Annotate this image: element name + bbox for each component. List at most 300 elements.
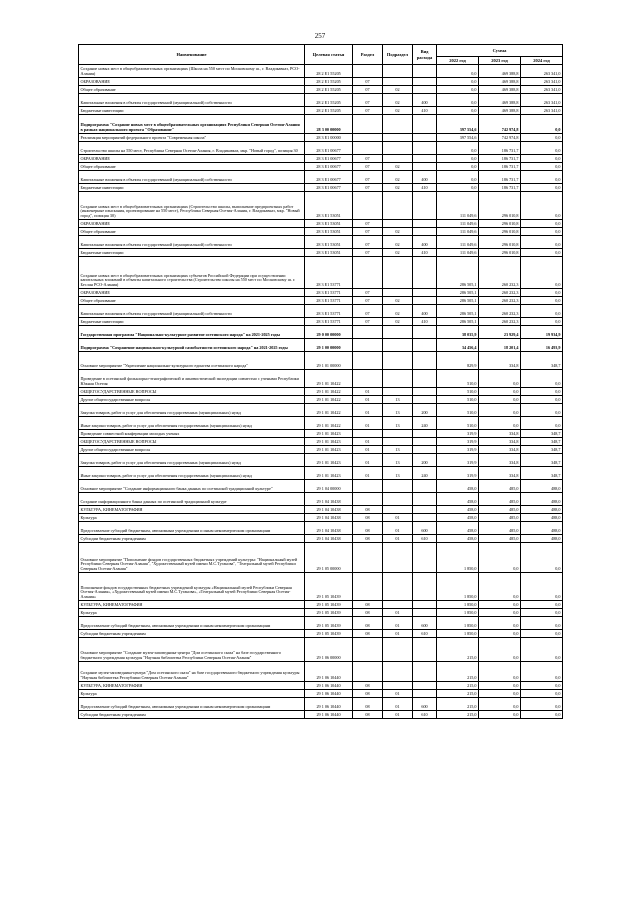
table-body	[79, 65, 563, 719]
row-target: 28 3 00 00000	[305, 115, 353, 134]
row-target: 28 3 E1 53051	[305, 220, 353, 228]
row-name: Бюджетные инвестиции	[79, 107, 305, 115]
row-section: 01	[353, 417, 383, 430]
row-exp-type	[413, 163, 437, 171]
row-sum-2024: 348,7	[521, 467, 563, 480]
row-target: 29 1 05 10439	[305, 609, 353, 617]
row-name: Иные закупки товаров, работ и услуг для обеспечения государственных (муниципальных) нужд	[79, 467, 305, 480]
row-subsection: 13	[383, 417, 413, 430]
row-name: Основное мероприятие "Создание музея-заповедника-центра "Дом осетинского сказа" на базе государственного бюджетного учреждения культуры "Научная библиотека Республики Северная Осетия-Алания"	[79, 638, 305, 662]
row-section: 07	[353, 94, 383, 107]
row-sum-2023: 0,0	[479, 698, 521, 711]
row-name: Предоставление субсидий бюджетным, автономным учреждениям и иным некоммерческим организациям	[79, 522, 305, 535]
row-sum-2024: 0,0	[521, 682, 563, 690]
row-sum-2023: 0,0	[479, 404, 521, 417]
row-section: 07	[353, 289, 383, 297]
row-section	[353, 134, 383, 142]
row-sum-2023: 186 731,7	[479, 142, 521, 155]
row-section: 01	[353, 404, 383, 417]
row-exp-type	[413, 438, 437, 446]
row-name: ОБЩЕГОСУДАРСТВЕННЫЕ ВОПРОСЫ	[79, 388, 305, 396]
table-row	[79, 522, 563, 535]
table-row	[79, 573, 563, 601]
row-sum-2022: 215,0	[437, 662, 479, 682]
row-name: Бюджетные инвестиции	[79, 184, 305, 192]
row-exp-type	[413, 543, 437, 573]
row-exp-type	[413, 514, 437, 522]
row-sum-2022: 829,9	[437, 352, 479, 370]
row-section: 07	[353, 228, 383, 236]
row-sum-2022: 286 505,1	[437, 257, 479, 289]
row-name: Создание новых мест в общеобразовательных организациях субъектов Российской Федерации при осуществлении капитальных вложений в объекты капитального строительства (Строительство школы на 550 мест по Московскому ш. г. Беслан РСО-Алания)	[79, 257, 305, 289]
row-subsection	[383, 142, 413, 155]
row-name: Подпрограмма "Сохранение национально-культурной самобытности осетинского народа" на 2021-2025 годы	[79, 339, 305, 352]
row-sum-2024: 263 341,0	[521, 86, 563, 94]
row-section: 07	[353, 78, 383, 86]
row-target: 28 3 E1 53771	[305, 289, 353, 297]
row-name: Создание информационного банка данных по осетинской традиционной культуре	[79, 493, 305, 506]
row-exp-type: 600	[413, 617, 437, 630]
row-target: 29 1 05 00000	[305, 543, 353, 573]
row-subsection	[383, 155, 413, 163]
row-subsection: 13	[383, 404, 413, 417]
row-target: 28 3 E1 00677	[305, 171, 353, 184]
row-target: 28 2 E1 55205	[305, 86, 353, 94]
table-row	[79, 352, 563, 370]
table-row	[79, 609, 563, 617]
row-sum-2022: 0,0	[437, 107, 479, 115]
header-sum: Сумма	[437, 45, 563, 57]
table-row	[79, 430, 563, 438]
row-subsection	[383, 543, 413, 573]
table-row	[79, 480, 563, 493]
row-name: Другие общегосударственные вопросы	[79, 396, 305, 404]
row-name: Основное мероприятие "Пополнение фондов государственных бюджетных учреждений культуры: "Национальный музей Республики Северная Осетия-Алания", "Художественный музей имени М.С.Туганова", "Театральный музей Республики Северная Осетия-Алания"	[79, 543, 305, 573]
row-sum-2024: 0,0	[521, 617, 563, 630]
row-sum-2024: 0,0	[521, 228, 563, 236]
table-row	[79, 438, 563, 446]
row-section	[353, 430, 383, 438]
row-name: Капитальные вложения в объекты государственной (муниципальной) собственности	[79, 171, 305, 184]
table-row	[79, 107, 563, 115]
row-name: Закупка товаров, работ и услуг для обеспечения государственных (муниципальных) нужд	[79, 454, 305, 467]
row-section: 08	[353, 698, 383, 711]
row-subsection	[383, 493, 413, 506]
row-sum-2022: 111 049,6	[437, 228, 479, 236]
table-row	[79, 155, 563, 163]
row-sum-2024: 263 341,0	[521, 107, 563, 115]
row-subsection: 02	[383, 228, 413, 236]
row-subsection: 01	[383, 630, 413, 638]
row-section: 01	[353, 396, 383, 404]
row-section: 07	[353, 86, 383, 94]
row-exp-type	[413, 220, 437, 228]
row-sum-2023: 296 010,8	[479, 236, 521, 249]
row-subsection: 01	[383, 698, 413, 711]
row-sum-2023: 469 388,8	[479, 107, 521, 115]
row-subsection	[383, 339, 413, 352]
row-sum-2023: 260 232,3	[479, 289, 521, 297]
row-subsection	[383, 480, 413, 493]
row-exp-type: 400	[413, 94, 437, 107]
row-sum-2023: 334,8	[479, 446, 521, 454]
row-name: Создание новых мест в общеобразовательных организациях (Школа на 550 мест по Московскому ш., г. Владикавказ, РСО-Алания)	[79, 65, 305, 78]
row-exp-type	[413, 662, 437, 682]
table-row	[79, 134, 563, 142]
row-sum-2022: 111 049,6	[437, 249, 479, 257]
row-section: 08	[353, 601, 383, 609]
row-sum-2024: 0,0	[521, 257, 563, 289]
row-name: Культура	[79, 690, 305, 698]
row-subsection: 02	[383, 107, 413, 115]
table-row	[79, 506, 563, 514]
row-sum-2023: 260 232,3	[479, 257, 521, 289]
row-exp-type: 600	[413, 698, 437, 711]
row-sum-2023: 0,0	[479, 370, 521, 388]
row-sum-2023: 334,8	[479, 467, 521, 480]
row-name: Субсидии бюджетным учреждениям	[79, 711, 305, 719]
table-row	[79, 228, 563, 236]
row-section	[353, 326, 383, 339]
row-name: Предоставление субсидий бюджетным, автономным учреждениям и иным некоммерческим организациям	[79, 698, 305, 711]
row-subsection: 01	[383, 617, 413, 630]
row-exp-type	[413, 480, 437, 493]
row-sum-2024: 0,0	[521, 249, 563, 257]
row-exp-type	[413, 289, 437, 297]
row-target: 29 1 01 10422	[305, 404, 353, 417]
row-subsection: 02	[383, 305, 413, 318]
table-row	[79, 543, 563, 573]
row-target: 29 1 01 10423	[305, 454, 353, 467]
table-row	[79, 305, 563, 318]
row-sum-2022: 215,0	[437, 682, 479, 690]
row-sum-2022: 510,0	[437, 388, 479, 396]
row-sum-2023: 296 010,8	[479, 220, 521, 228]
row-sum-2023: 186 731,7	[479, 155, 521, 163]
row-subsection: 02	[383, 94, 413, 107]
row-exp-type: 200	[413, 454, 437, 467]
row-subsection	[383, 662, 413, 682]
table-row	[79, 638, 563, 662]
row-name: КУЛЬТУРА, КИНЕМАТОГРАФИЯ	[79, 682, 305, 690]
row-exp-type	[413, 115, 437, 134]
row-name: Предоставление субсидий бюджетным, автономным учреждениям и иным некоммерческим организациям	[79, 617, 305, 630]
row-sum-2024: 263 341,0	[521, 65, 563, 78]
row-sum-2024: 488,0	[521, 522, 563, 535]
budget-table	[78, 44, 563, 719]
row-target: 29 1 04 10438	[305, 535, 353, 543]
row-exp-type	[413, 134, 437, 142]
row-exp-type: 410	[413, 249, 437, 257]
row-sum-2022: 38 035,9	[437, 326, 479, 339]
row-subsection: 01	[383, 514, 413, 522]
row-sum-2024: 0,0	[521, 573, 563, 601]
row-sum-2024: 488,0	[521, 535, 563, 543]
row-sum-2022: 458,0	[437, 506, 479, 514]
row-section: 08	[353, 609, 383, 617]
row-section: 01	[353, 388, 383, 396]
row-section: 07	[353, 163, 383, 171]
row-subsection	[383, 289, 413, 297]
row-sum-2024: 0,0	[521, 662, 563, 682]
row-subsection: 02	[383, 86, 413, 94]
row-sum-2022: 111 049,6	[437, 192, 479, 220]
row-sum-2022: 458,0	[437, 480, 479, 493]
table-row	[79, 454, 563, 467]
row-subsection	[383, 638, 413, 662]
row-target: 28 3 E1 00677	[305, 155, 353, 163]
row-target: 29 1 06 10440	[305, 682, 353, 690]
row-section	[353, 115, 383, 134]
row-name: ОБРАЗОВАНИЕ	[79, 289, 305, 297]
row-sum-2023: 0,0	[479, 690, 521, 698]
row-sum-2022: 215,0	[437, 690, 479, 698]
row-target: 29 1 00 00000	[305, 339, 353, 352]
row-sum-2022: 34 456,4	[437, 339, 479, 352]
row-sum-2022: 319,9	[437, 454, 479, 467]
row-sum-2024: 488,0	[521, 506, 563, 514]
row-sum-2023: 296 010,8	[479, 192, 521, 220]
row-subsection: 01	[383, 535, 413, 543]
row-subsection: 01	[383, 690, 413, 698]
row-exp-type	[413, 573, 437, 601]
table-row	[79, 142, 563, 155]
table-row	[79, 388, 563, 396]
row-section: 01	[353, 467, 383, 480]
row-exp-type: 610	[413, 630, 437, 638]
row-target: 29 1 04 00000	[305, 480, 353, 493]
row-target: 28 3 E1 53051	[305, 249, 353, 257]
row-section	[353, 65, 383, 78]
row-target: 29 1 01 00000	[305, 352, 353, 370]
row-sum-2024: 0,0	[521, 609, 563, 617]
row-section	[353, 573, 383, 601]
row-section: 07	[353, 107, 383, 115]
row-sum-2022: 111 049,6	[437, 220, 479, 228]
header-name: Наименование	[79, 45, 305, 65]
row-name: ОБРАЗОВАНИЕ	[79, 155, 305, 163]
row-section: 01	[353, 438, 383, 446]
row-sum-2022: 1 850,0	[437, 543, 479, 573]
row-sum-2024: 19 934,9	[521, 326, 563, 339]
row-section: 01	[353, 446, 383, 454]
row-target: 28 3 E1 53771	[305, 318, 353, 326]
row-section	[353, 480, 383, 493]
row-target: 28 2 E1 55205	[305, 78, 353, 86]
row-name: Другие общегосударственные вопросы	[79, 446, 305, 454]
row-sum-2023: 485,0	[479, 535, 521, 543]
row-target: 28 3 E1 53051	[305, 236, 353, 249]
row-section: 08	[353, 535, 383, 543]
row-section: 07	[353, 184, 383, 192]
row-section: 07	[353, 236, 383, 249]
row-sum-2022: 1 850,0	[437, 601, 479, 609]
row-sum-2023: 0,0	[479, 388, 521, 396]
row-exp-type	[413, 690, 437, 698]
row-sum-2024: 0,0	[521, 236, 563, 249]
row-subsection: 02	[383, 318, 413, 326]
row-sum-2023: 334,8	[479, 454, 521, 467]
row-name: Проведение в осетинской фольклорно-этнографической и лингвистической экспедиции совместно с учеными Республики Южная Осетия	[79, 370, 305, 388]
row-target: 29 1 01 10422	[305, 370, 353, 388]
row-target: 29 1 01 10422	[305, 396, 353, 404]
row-subsection	[383, 430, 413, 438]
row-sum-2023: 742 974,8	[479, 134, 521, 142]
row-exp-type: 400	[413, 171, 437, 184]
row-name: Основное мероприятие "Создание информационного банка данных по осетинской традиционной культуре"	[79, 480, 305, 493]
table-row	[79, 698, 563, 711]
row-exp-type: 410	[413, 184, 437, 192]
row-target: 29 1 05 10439	[305, 630, 353, 638]
header-2023: 2023 год	[479, 57, 521, 65]
row-sum-2023: 334,8	[479, 438, 521, 446]
row-section: 08	[353, 506, 383, 514]
row-section: 08	[353, 682, 383, 690]
table-row	[79, 326, 563, 339]
row-section: 01	[353, 454, 383, 467]
row-section: 07	[353, 318, 383, 326]
row-exp-type	[413, 601, 437, 609]
row-subsection: 13	[383, 446, 413, 454]
row-sum-2024: 348,7	[521, 438, 563, 446]
row-name: Культура	[79, 609, 305, 617]
row-sum-2023: 0,0	[479, 682, 521, 690]
row-target: 29 1 04 10438	[305, 514, 353, 522]
table-row	[79, 220, 563, 228]
row-name: Общее образование	[79, 228, 305, 236]
row-subsection	[383, 65, 413, 78]
row-section: 08	[353, 711, 383, 719]
row-sum-2024: 0,0	[521, 711, 563, 719]
table-row	[79, 404, 563, 417]
row-name: Создание новых мест в общеобразовательных организациях (Строительство школы, выполнение предпроектных работ (инженерные изыскания, проектирование на 550 мест), Республика Северная Осетия-Алания, г. Владикавказ, мкр. "Новый город", позиция 30)	[79, 192, 305, 220]
row-sum-2024: 0,0	[521, 134, 563, 142]
row-subsection: 13	[383, 454, 413, 467]
row-subsection	[383, 257, 413, 289]
row-sum-2023: 186 731,7	[479, 171, 521, 184]
header-2024: 2024 год	[521, 57, 563, 65]
row-sum-2024: 0,0	[521, 142, 563, 155]
row-sum-2024: 263 341,0	[521, 78, 563, 86]
row-sum-2023: 742 974,8	[479, 115, 521, 134]
row-target: 29 1 06 00000	[305, 638, 353, 662]
row-sum-2024: 0,0	[521, 370, 563, 388]
header-exp-type: Вид расхода	[413, 45, 437, 65]
table-row	[79, 163, 563, 171]
row-exp-type	[413, 78, 437, 86]
row-target: 29 1 06 10440	[305, 711, 353, 719]
table-row	[79, 682, 563, 690]
row-subsection	[383, 326, 413, 339]
row-exp-type: 410	[413, 318, 437, 326]
row-target: 28 3 E1 00000	[305, 134, 353, 142]
row-sum-2022: 286 505,1	[437, 289, 479, 297]
row-exp-type	[413, 609, 437, 617]
row-target: 29 1 01 10422	[305, 417, 353, 430]
row-sum-2022: 0,0	[437, 78, 479, 86]
row-section	[353, 339, 383, 352]
row-target: 28 3 E1 53771	[305, 305, 353, 318]
row-sum-2023: 296 010,8	[479, 228, 521, 236]
row-sum-2022: 458,0	[437, 514, 479, 522]
row-target: 29 1 06 10440	[305, 690, 353, 698]
row-sum-2022: 0,0	[437, 86, 479, 94]
row-section	[353, 192, 383, 220]
row-name: Основное мероприятие "Укрепление национально-культурного единства осетинского народа"	[79, 352, 305, 370]
header-2022: 2022 год	[437, 57, 479, 65]
row-exp-type	[413, 396, 437, 404]
row-target: 29 1 01 10423	[305, 438, 353, 446]
row-target: 29 1 04 10438	[305, 506, 353, 514]
row-exp-type: 240	[413, 417, 437, 430]
row-section	[353, 543, 383, 573]
row-sum-2024: 0,0	[521, 192, 563, 220]
row-sum-2024: 348,7	[521, 430, 563, 438]
row-subsection	[383, 352, 413, 370]
row-sum-2022: 458,0	[437, 535, 479, 543]
table-row	[79, 297, 563, 305]
row-sum-2024: 0,0	[521, 630, 563, 638]
row-target: 28 3 E1 00677	[305, 142, 353, 155]
table-row	[79, 94, 563, 107]
row-sum-2022: 397 554,6	[437, 134, 479, 142]
row-target: 29 1 05 10439	[305, 617, 353, 630]
row-target: 28 3 E1 53051	[305, 228, 353, 236]
header-target: Целевая статья	[305, 45, 353, 65]
row-exp-type	[413, 352, 437, 370]
row-name: Капитальные вложения в объекты государственной (муниципальной) собственности	[79, 305, 305, 318]
row-sum-2023: 0,0	[479, 609, 521, 617]
row-sum-2024: 0,0	[521, 417, 563, 430]
row-sum-2023: 0,0	[479, 601, 521, 609]
row-section: 08	[353, 630, 383, 638]
row-exp-type	[413, 446, 437, 454]
row-exp-type: 410	[413, 107, 437, 115]
row-section	[353, 142, 383, 155]
row-exp-type	[413, 388, 437, 396]
row-sum-2024: 0,0	[521, 289, 563, 297]
row-subsection	[383, 438, 413, 446]
table-row	[79, 467, 563, 480]
row-name: Строительство школы на 550 мест, Республика Северная Осетия-Алания, г. Владикавказ, мкр. "Новый город", позиция 30	[79, 142, 305, 155]
table-row	[79, 630, 563, 638]
table-row	[79, 339, 563, 352]
row-name: Субсидии бюджетным учреждениям	[79, 630, 305, 638]
row-exp-type	[413, 493, 437, 506]
row-exp-type	[413, 506, 437, 514]
row-sum-2023: 485,0	[479, 493, 521, 506]
row-target: 29 1 06 10440	[305, 698, 353, 711]
row-sum-2023: 0,0	[479, 396, 521, 404]
row-exp-type: 610	[413, 535, 437, 543]
row-sum-2022: 111 049,6	[437, 236, 479, 249]
table-row	[79, 514, 563, 522]
row-sum-2022: 1 850,0	[437, 573, 479, 601]
row-target: 28 2 E1 55205	[305, 94, 353, 107]
row-name: Культура	[79, 514, 305, 522]
table-row	[79, 446, 563, 454]
table-row	[79, 289, 563, 297]
row-sum-2022: 0,0	[437, 65, 479, 78]
row-exp-type	[413, 326, 437, 339]
row-sum-2024: 0,0	[521, 155, 563, 163]
row-target: 29 1 01 10423	[305, 446, 353, 454]
row-sum-2022: 1 850,0	[437, 609, 479, 617]
row-sum-2024: 0,0	[521, 184, 563, 192]
row-exp-type	[413, 339, 437, 352]
row-subsection	[383, 192, 413, 220]
row-sum-2023: 334,8	[479, 430, 521, 438]
